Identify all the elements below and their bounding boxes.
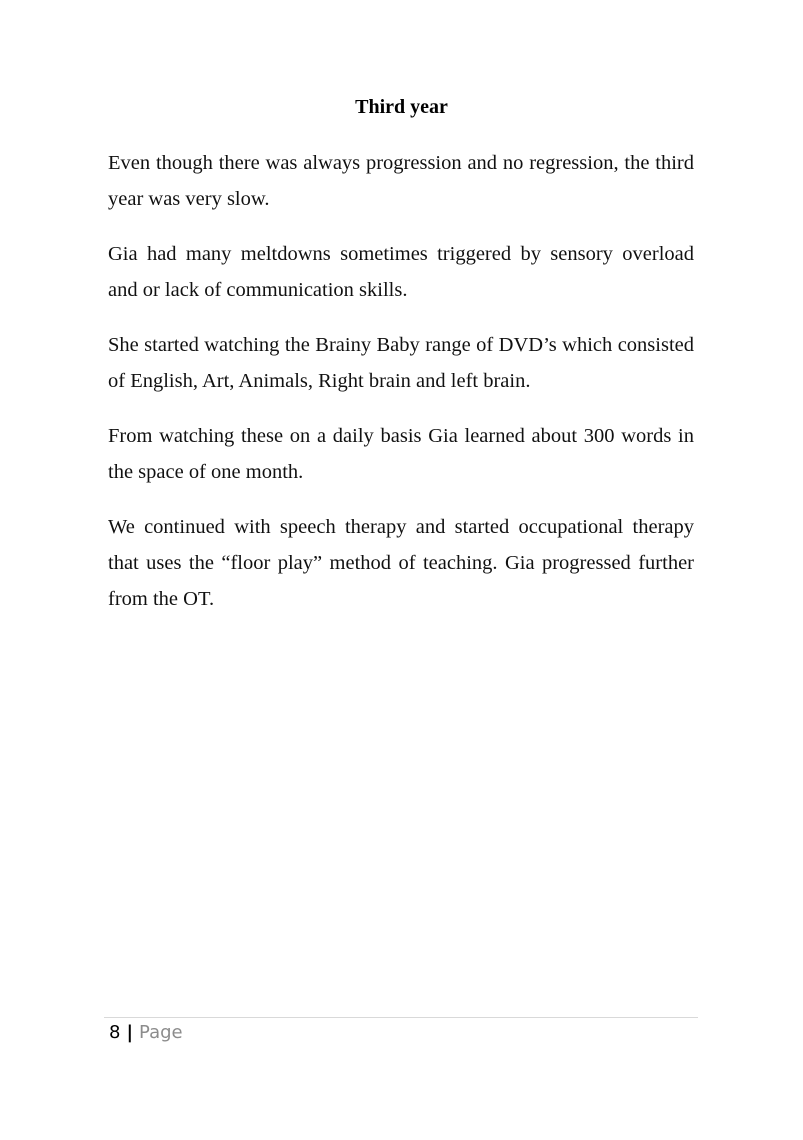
section-heading: Third year (355, 96, 448, 118)
body-text (108, 145, 694, 636)
paragraph-1: Even though there was always progression and no regression, the third year was very slow. (108, 152, 694, 210)
paragraph-3: She started watching the Brainy Baby range of DVD’s which consisted of English, Art, Animals, Right brain and left brain. (108, 334, 694, 392)
paragraph-5: We continued with speech therapy and started occupational therapy that uses the “floor play” method of teaching. Gia progressed further from the OT. (108, 516, 694, 610)
footer-divider (104, 1017, 698, 1018)
paragraph-2: Gia had many meltdowns sometimes triggered by sensory overload and or lack of communication skills. (108, 243, 694, 301)
page-number: 8 (109, 1022, 121, 1043)
page-footer (109, 1021, 183, 1045)
paragraph-4: From watching these on a daily basis Gia learned about 300 words in the space of one month. (108, 425, 694, 483)
page-label: Page (139, 1022, 183, 1043)
footer-separator: | (126, 1022, 134, 1043)
